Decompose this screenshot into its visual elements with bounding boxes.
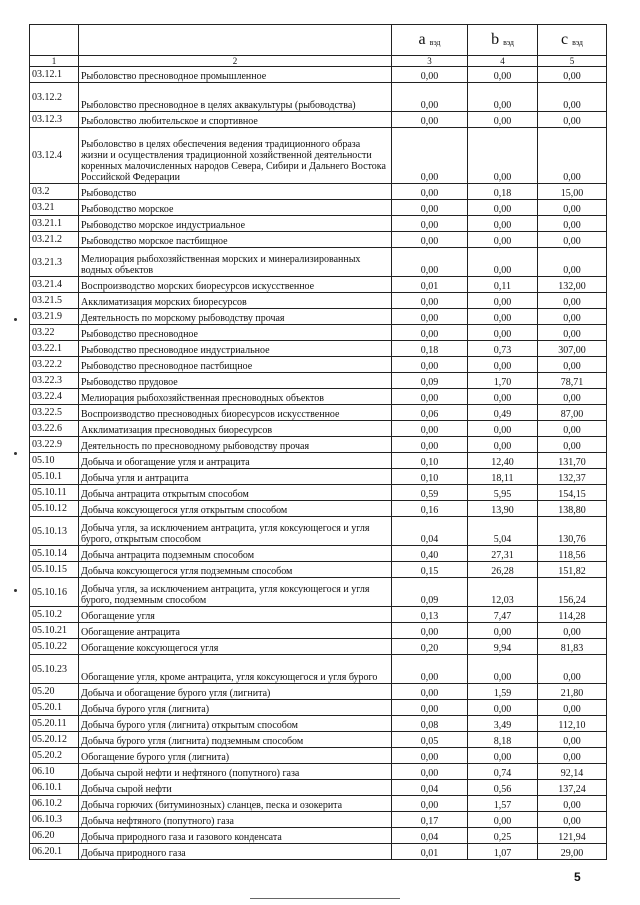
table-row <box>30 357 607 373</box>
row-value-b: 0,00 <box>468 216 538 232</box>
row-name-cell: Добыча коксующегося угля открытым способом <box>79 501 392 517</box>
row-name-cell: Рыбоводство морское индустриальное <box>79 216 392 232</box>
table-row <box>30 623 607 639</box>
row-name-cell: Обогащение угля <box>79 607 392 623</box>
row-value-c: 118,56 <box>538 546 607 562</box>
table-header-row <box>30 25 607 56</box>
row-code-cell: 03.12.3 <box>30 112 79 128</box>
row-value-c: 0,00 <box>538 112 607 128</box>
row-name-cell: Добыча и обогащение угля и антрацита <box>79 453 392 469</box>
row-value-c: 0,00 <box>538 421 607 437</box>
row-name-cell: Добыча угля и антрацита <box>79 469 392 485</box>
row-name-cell: Обогащение коксующегося угля <box>79 639 392 655</box>
table-row <box>30 517 607 546</box>
row-value-b: 0,00 <box>468 748 538 764</box>
table-row <box>30 812 607 828</box>
table-row <box>30 67 607 83</box>
scan-mark <box>14 452 17 455</box>
table-row <box>30 277 607 293</box>
row-value-a: 0,00 <box>392 309 468 325</box>
table-body <box>30 25 607 860</box>
row-value-a: 0,01 <box>392 277 468 293</box>
row-code-cell: 05.10.16 <box>30 578 79 607</box>
row-value-a: 0,00 <box>392 700 468 716</box>
table-row <box>30 128 607 184</box>
row-value-b: 1,59 <box>468 684 538 700</box>
table-row <box>30 562 607 578</box>
header-name-cell <box>79 25 392 56</box>
scan-mark <box>14 318 17 321</box>
table-row <box>30 83 607 112</box>
row-name-cell: Обогащение бурого угля (лигнита) <box>79 748 392 764</box>
row-value-b: 0,00 <box>468 325 538 341</box>
row-name-cell: Акклиматизация пресноводных биоресурсов <box>79 421 392 437</box>
row-value-c: 0,00 <box>538 128 607 184</box>
table-row <box>30 453 607 469</box>
coefficients-table <box>29 24 607 860</box>
row-value-a: 0,04 <box>392 828 468 844</box>
row-name-cell: Деятельность по морскому рыбоводству прочая <box>79 309 392 325</box>
table-row <box>30 184 607 200</box>
row-code-cell: 03.22.6 <box>30 421 79 437</box>
row-name-cell: Добыча бурого угля (лигнита) <box>79 700 392 716</box>
row-value-b: 0,00 <box>468 248 538 277</box>
row-code-cell: 03.12.2 <box>30 83 79 112</box>
row-value-c: 137,24 <box>538 780 607 796</box>
row-name-cell: Добыча горючих (битуминозных) сланцев, песка и озокерита <box>79 796 392 812</box>
row-value-a: 0,00 <box>392 357 468 373</box>
table-row <box>30 248 607 277</box>
row-value-b: 0,00 <box>468 83 538 112</box>
row-value-b: 0,00 <box>468 67 538 83</box>
row-value-c: 78,71 <box>538 373 607 389</box>
table-row <box>30 437 607 453</box>
table-row <box>30 325 607 341</box>
row-value-a: 0,01 <box>392 844 468 860</box>
row-value-c: 0,00 <box>538 732 607 748</box>
row-value-c: 138,80 <box>538 501 607 517</box>
row-value-c: 0,00 <box>538 216 607 232</box>
row-value-a: 0,00 <box>392 796 468 812</box>
row-code-cell: 03.22.3 <box>30 373 79 389</box>
row-value-c: 0,00 <box>538 655 607 684</box>
row-code-cell: 03.22.4 <box>30 389 79 405</box>
row-code-cell: 05.20.11 <box>30 716 79 732</box>
row-code-cell: 05.10.1 <box>30 469 79 485</box>
row-value-b: 0,00 <box>468 200 538 216</box>
row-code-cell: 03.22.2 <box>30 357 79 373</box>
row-name-cell: Обогащение угля, кроме антрацита, угля коксующегося и угля бурого <box>79 655 392 684</box>
row-name-cell: Рыбоводство <box>79 184 392 200</box>
row-value-a: 0,00 <box>392 184 468 200</box>
row-code-cell: 05.10.11 <box>30 485 79 501</box>
row-value-b: 0,25 <box>468 828 538 844</box>
row-name-cell: Рыбоводство пресноводное индустриальное <box>79 341 392 357</box>
row-value-b: 0,00 <box>468 437 538 453</box>
row-value-c: 0,00 <box>538 293 607 309</box>
row-value-c: 0,00 <box>538 325 607 341</box>
row-code-cell: 03.22 <box>30 325 79 341</box>
row-code-cell: 03.21.3 <box>30 248 79 277</box>
row-value-c: 0,00 <box>538 83 607 112</box>
row-value-c: 132,37 <box>538 469 607 485</box>
row-code-cell: 06.10.1 <box>30 780 79 796</box>
row-value-b: 7,47 <box>468 607 538 623</box>
row-code-cell: 03.12.1 <box>30 67 79 83</box>
table-row <box>30 748 607 764</box>
table-row <box>30 732 607 748</box>
row-value-b: 3,49 <box>468 716 538 732</box>
row-name-cell: Добыча антрацита открытым способом <box>79 485 392 501</box>
row-value-c: 15,00 <box>538 184 607 200</box>
row-value-a: 0,00 <box>392 623 468 639</box>
header-col-b: b $_{вэд}$ <box>468 25 538 56</box>
row-value-c: 0,00 <box>538 357 607 373</box>
row-value-b: 0,00 <box>468 389 538 405</box>
row-name-cell: Обогащение антрацита <box>79 623 392 639</box>
row-value-c: 87,00 <box>538 405 607 421</box>
row-code-cell: 05.10.23 <box>30 655 79 684</box>
row-code-cell: 05.20.1 <box>30 700 79 716</box>
row-code-cell: 03.21.4 <box>30 277 79 293</box>
row-code-cell: 05.10.22 <box>30 639 79 655</box>
row-value-a: 0,04 <box>392 517 468 546</box>
table-row <box>30 700 607 716</box>
row-code-cell: 03.22.9 <box>30 437 79 453</box>
row-value-a: 0,18 <box>392 341 468 357</box>
row-value-b: 0,56 <box>468 780 538 796</box>
row-value-a: 0,04 <box>392 780 468 796</box>
row-value-b: 0,00 <box>468 812 538 828</box>
row-value-c: 0,00 <box>538 309 607 325</box>
row-code-cell: 05.10.21 <box>30 623 79 639</box>
table-row <box>30 373 607 389</box>
column-index: 4 <box>468 56 538 67</box>
row-value-a: 0,40 <box>392 546 468 562</box>
page-number: 5 <box>574 870 581 884</box>
row-name-cell: Рыбоводство прудовое <box>79 373 392 389</box>
table-row <box>30 828 607 844</box>
row-value-b: 26,28 <box>468 562 538 578</box>
row-value-b: 0,18 <box>468 184 538 200</box>
table-row <box>30 341 607 357</box>
column-index-row <box>30 56 607 67</box>
row-value-a: 0,10 <box>392 453 468 469</box>
row-value-c: 92,14 <box>538 764 607 780</box>
row-value-a: 0,08 <box>392 716 468 732</box>
row-name-cell: Рыболовство любительское и спортивное <box>79 112 392 128</box>
row-value-c: 0,00 <box>538 437 607 453</box>
row-name-cell: Мелиорация рыбохозяйственная морских и минерализированных водных объектов <box>79 248 392 277</box>
row-code-cell: 05.10.15 <box>30 562 79 578</box>
row-name-cell: Рыбоводство морское <box>79 200 392 216</box>
row-value-b: 0,74 <box>468 764 538 780</box>
table-row <box>30 309 607 325</box>
table-row <box>30 716 607 732</box>
row-value-a: 0,00 <box>392 389 468 405</box>
table-row <box>30 655 607 684</box>
row-value-a: 0,16 <box>392 501 468 517</box>
row-name-cell: Добыча и обогащение бурого угля (лигнита) <box>79 684 392 700</box>
row-value-a: 0,00 <box>392 232 468 248</box>
row-value-c: 132,00 <box>538 277 607 293</box>
row-value-c: 0,00 <box>538 389 607 405</box>
row-value-a: 0,17 <box>392 812 468 828</box>
row-value-b: 1,07 <box>468 844 538 860</box>
row-value-b: 0,11 <box>468 277 538 293</box>
table-row <box>30 112 607 128</box>
row-value-a: 0,00 <box>392 655 468 684</box>
row-value-a: 0,00 <box>392 293 468 309</box>
row-value-b: 5,95 <box>468 485 538 501</box>
row-value-b: 0,00 <box>468 128 538 184</box>
row-value-c: 29,00 <box>538 844 607 860</box>
table-row <box>30 405 607 421</box>
row-value-b: 0,00 <box>468 309 538 325</box>
row-code-cell: 03.21.9 <box>30 309 79 325</box>
row-name-cell: Добыча сырой нефти и нефтяного (попутного) газа <box>79 764 392 780</box>
header-code-cell <box>30 25 79 56</box>
scan-mark <box>14 589 17 592</box>
row-value-a: 0,05 <box>392 732 468 748</box>
row-code-cell: 06.20 <box>30 828 79 844</box>
column-index: 5 <box>538 56 607 67</box>
row-value-a: 0,20 <box>392 639 468 655</box>
row-value-a: 0,00 <box>392 216 468 232</box>
row-value-b: 0,00 <box>468 700 538 716</box>
row-value-a: 0,00 <box>392 200 468 216</box>
row-code-cell: 03.12.4 <box>30 128 79 184</box>
row-value-a: 0,09 <box>392 373 468 389</box>
row-name-cell: Добыча сырой нефти <box>79 780 392 796</box>
row-value-c: 114,28 <box>538 607 607 623</box>
table-row <box>30 501 607 517</box>
row-value-a: 0,00 <box>392 67 468 83</box>
row-name-cell: Добыча природного газа и газового конденсата <box>79 828 392 844</box>
row-code-cell: 05.10.2 <box>30 607 79 623</box>
row-value-a: 0,00 <box>392 421 468 437</box>
row-code-cell: 06.10.3 <box>30 812 79 828</box>
column-index: 1 <box>30 56 79 67</box>
row-value-c: 0,00 <box>538 232 607 248</box>
row-name-cell: Рыбоводство морское пастбищное <box>79 232 392 248</box>
table-row <box>30 844 607 860</box>
row-value-a: 0,00 <box>392 325 468 341</box>
row-value-b: 12,03 <box>468 578 538 607</box>
row-value-c: 130,76 <box>538 517 607 546</box>
row-value-c: 0,00 <box>538 748 607 764</box>
row-code-cell: 03.22.5 <box>30 405 79 421</box>
row-value-b: 8,18 <box>468 732 538 748</box>
row-code-cell: 03.21.5 <box>30 293 79 309</box>
row-value-c: 121,94 <box>538 828 607 844</box>
row-value-a: 0,00 <box>392 248 468 277</box>
row-value-b: 5,04 <box>468 517 538 546</box>
row-code-cell: 03.21.2 <box>30 232 79 248</box>
row-code-cell: 05.20.2 <box>30 748 79 764</box>
row-value-a: 0,10 <box>392 469 468 485</box>
row-value-c: 0,00 <box>538 700 607 716</box>
row-value-c: 0,00 <box>538 812 607 828</box>
row-value-a: 0,09 <box>392 578 468 607</box>
table-row <box>30 780 607 796</box>
row-name-cell: Рыбоводство пресноводное <box>79 325 392 341</box>
table-row <box>30 578 607 607</box>
row-value-a: 0,15 <box>392 562 468 578</box>
bottom-rule <box>250 898 400 899</box>
row-name-cell: Добыча угля, за исключением антрацита, угля коксующегося и угля бурого, подземным способом <box>79 578 392 607</box>
row-value-a: 0,00 <box>392 437 468 453</box>
row-value-c: 0,00 <box>538 200 607 216</box>
row-code-cell: 05.20 <box>30 684 79 700</box>
row-value-a: 0,00 <box>392 112 468 128</box>
table-row <box>30 200 607 216</box>
row-value-b: 0,00 <box>468 655 538 684</box>
row-value-b: 9,94 <box>468 639 538 655</box>
row-name-cell: Добыча бурого угля (лигнита) открытым способом <box>79 716 392 732</box>
table-row <box>30 469 607 485</box>
table-row <box>30 485 607 501</box>
row-value-c: 154,15 <box>538 485 607 501</box>
row-name-cell: Добыча антрацита подземным способом <box>79 546 392 562</box>
row-value-c: 81,83 <box>538 639 607 655</box>
table-row <box>30 216 607 232</box>
row-value-b: 27,31 <box>468 546 538 562</box>
row-name-cell: Рыболовство в целях обеспечения ведения традиционного образа жизни и осуществления традиционной хозяйственной деятельности коренных малочисленных народов Севера, Сибири и Дальнего Востока Российской Федерации <box>79 128 392 184</box>
row-value-c: 112,10 <box>538 716 607 732</box>
table-row <box>30 796 607 812</box>
row-name-cell: Добыча нефтяного (попутного) газа <box>79 812 392 828</box>
table-row <box>30 764 607 780</box>
row-value-a: 0,00 <box>392 764 468 780</box>
table-row <box>30 639 607 655</box>
table-row <box>30 293 607 309</box>
row-code-cell: 06.10 <box>30 764 79 780</box>
row-name-cell: Воспроизводство морских биоресурсов искусственное <box>79 277 392 293</box>
row-value-a: 0,13 <box>392 607 468 623</box>
table-row <box>30 389 607 405</box>
row-name-cell: Рыболовство пресноводное в целях аквакультуры (рыбоводства) <box>79 83 392 112</box>
row-value-b: 0,00 <box>468 623 538 639</box>
row-name-cell: Мелиорация рыбохозяйственная пресноводных объектов <box>79 389 392 405</box>
row-code-cell: 03.21.1 <box>30 216 79 232</box>
row-value-b: 1,57 <box>468 796 538 812</box>
row-value-b: 0,00 <box>468 112 538 128</box>
row-code-cell: 05.10.12 <box>30 501 79 517</box>
row-name-cell: Воспроизводство пресноводных биоресурсов искусственное <box>79 405 392 421</box>
row-value-c: 131,70 <box>538 453 607 469</box>
row-name-cell: Добыча природного газа <box>79 844 392 860</box>
column-index: 2 <box>79 56 392 67</box>
row-value-a: 0,59 <box>392 485 468 501</box>
table-row <box>30 421 607 437</box>
row-value-c: 151,82 <box>538 562 607 578</box>
row-value-b: 0,00 <box>468 232 538 248</box>
row-value-a: 0,00 <box>392 83 468 112</box>
header-col-a: a $_{вэд}$ <box>392 25 468 56</box>
row-code-cell: 05.10.13 <box>30 517 79 546</box>
row-value-c: 0,00 <box>538 623 607 639</box>
row-name-cell: Добыча бурого угля (лигнита) подземным способом <box>79 732 392 748</box>
row-value-a: 0,06 <box>392 405 468 421</box>
row-value-a: 0,00 <box>392 684 468 700</box>
row-value-b: 13,90 <box>468 501 538 517</box>
row-code-cell: 06.10.2 <box>30 796 79 812</box>
row-code-cell: 05.10.14 <box>30 546 79 562</box>
row-value-c: 307,00 <box>538 341 607 357</box>
row-value-c: 21,80 <box>538 684 607 700</box>
row-code-cell: 03.21 <box>30 200 79 216</box>
row-value-b: 0,73 <box>468 341 538 357</box>
column-index: 3 <box>392 56 468 67</box>
row-value-b: 1,70 <box>468 373 538 389</box>
row-code-cell: 05.20.12 <box>30 732 79 748</box>
row-value-a: 0,00 <box>392 128 468 184</box>
row-value-b: 0,00 <box>468 357 538 373</box>
table-row <box>30 684 607 700</box>
table-row <box>30 607 607 623</box>
row-value-c: 0,00 <box>538 248 607 277</box>
row-value-c: 0,00 <box>538 796 607 812</box>
row-value-b: 12,40 <box>468 453 538 469</box>
row-code-cell: 05.10 <box>30 453 79 469</box>
row-name-cell: Добыча коксующегося угля подземным способом <box>79 562 392 578</box>
row-value-b: 0,00 <box>468 421 538 437</box>
table-row <box>30 232 607 248</box>
row-code-cell: 03.22.1 <box>30 341 79 357</box>
row-value-c: 0,00 <box>538 67 607 83</box>
table-row <box>30 546 607 562</box>
row-value-c: 156,24 <box>538 578 607 607</box>
row-name-cell: Деятельность по пресноводному рыбоводству прочая <box>79 437 392 453</box>
header-col-c: c $_{вэд}$ <box>538 25 607 56</box>
row-value-b: 18,11 <box>468 469 538 485</box>
row-name-cell: Добыча угля, за исключением антрацита, угля коксующегося и угля бурого, открытым способом <box>79 517 392 546</box>
row-name-cell: Рыболовство пресноводное промышленное <box>79 67 392 83</box>
row-value-b: 0,00 <box>468 293 538 309</box>
row-name-cell: Рыбоводство пресноводное пастбищное <box>79 357 392 373</box>
row-code-cell: 03.2 <box>30 184 79 200</box>
row-name-cell: Акклиматизация морских биоресурсов <box>79 293 392 309</box>
row-value-a: 0,00 <box>392 748 468 764</box>
row-code-cell: 06.20.1 <box>30 844 79 860</box>
row-value-b: 0,49 <box>468 405 538 421</box>
